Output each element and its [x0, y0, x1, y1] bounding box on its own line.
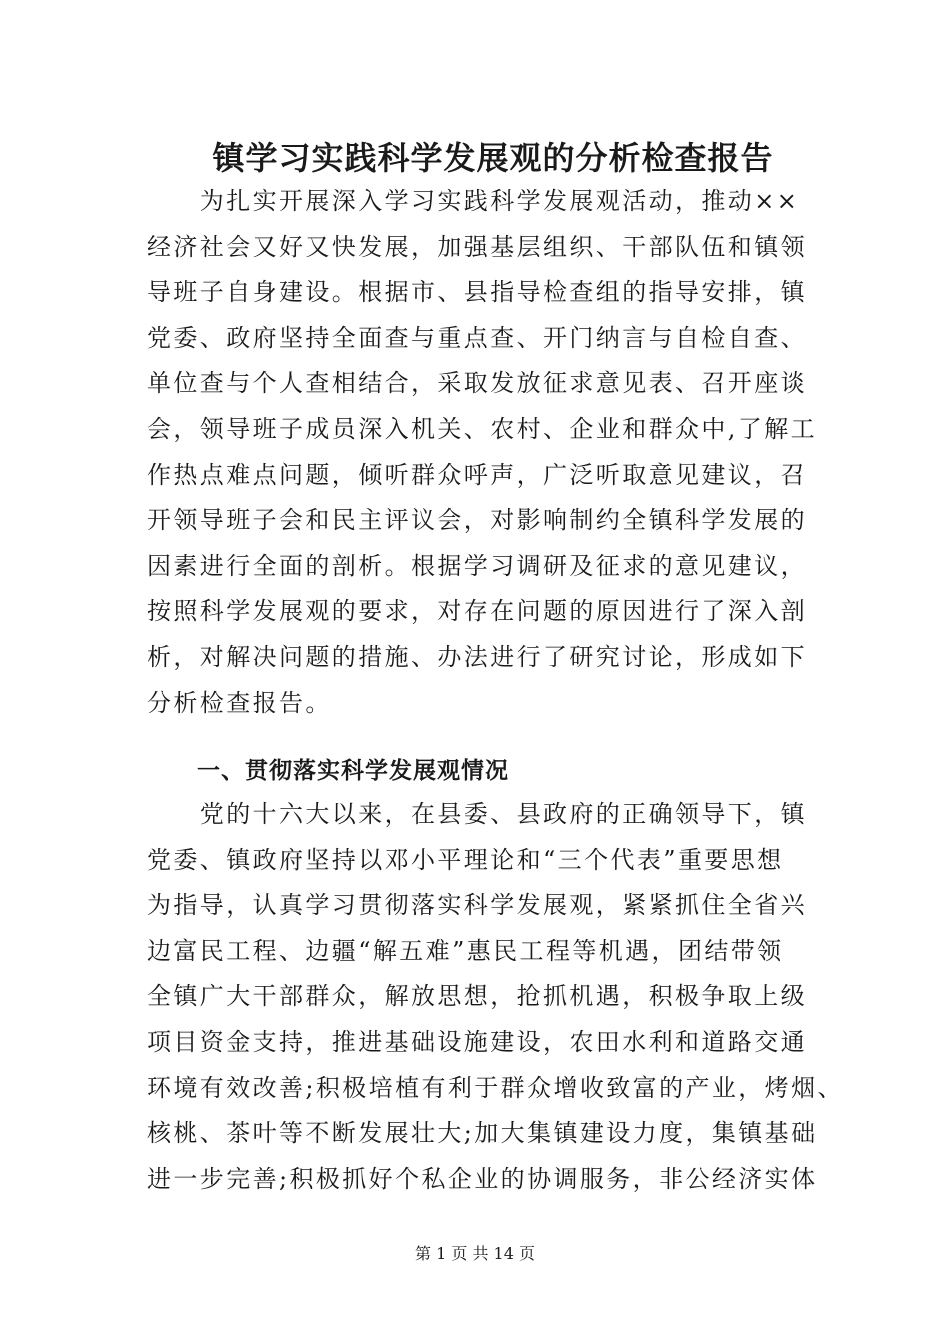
- text-line: 开领导班子会和民主评议会，对影响制约全镇科学发展的: [147, 506, 807, 535]
- text-line: 边富民工程、边疆“解五难”惠民工程等机遇，团结带领: [147, 936, 784, 965]
- text-line: 党委、政府坚持全面查与重点查、开门纳言与自检自查、: [147, 323, 807, 352]
- text-line: 为指导，认真学习贯彻落实科学发展观，紧紧抓住全省兴: [147, 891, 807, 920]
- text-line: 经济社会又好又快发展，加强基层组织、干部队伍和镇领: [147, 232, 807, 261]
- text-line: 环境有效改善;积极培植有利于群众增收致富的产业，烤烟、: [147, 1073, 844, 1102]
- section-heading: 一、贯彻落实科学发展观情况: [197, 758, 509, 784]
- text-line: 党的十六大以来，在县委、县政府的正确领导下，镇: [147, 800, 807, 828]
- text-line: 全镇广大干部群众，解放思想，抢抓机遇，积极争取上级: [147, 982, 807, 1011]
- text-line: 会，领导班子成员深入机关、农村、企业和群众中,了解工: [147, 414, 818, 443]
- text-line: 作热点难点问题，倾听群众呼声，广泛听取意见建议，召: [147, 460, 807, 489]
- text-line: 单位查与个人查相结合，采取发放征求意见表、召开座谈: [147, 369, 807, 398]
- text-line: 导班子自身建设。根据市、县指导检查组的指导安排，镇: [147, 278, 807, 307]
- text-line: 项目资金支持，推进基础设施建设，农田水利和道路交通: [147, 1027, 807, 1056]
- text-line: 按照科学发展观的要求，对存在问题的原因进行了深入剖: [147, 597, 807, 626]
- text-line: 分析检查报告。: [147, 688, 332, 717]
- text-line: 因素进行全面的剖析。根据学习调研及征求的意见建议，: [147, 551, 807, 580]
- page-footer: 第 1 页 共 14 页: [415, 1244, 535, 1263]
- text-line: 核桃、茶叶等不断发展壮大;加大集镇建设力度，集镇基础: [147, 1119, 818, 1148]
- paragraph-section1: [147, 792, 844, 1202]
- paragraph-intro: [147, 179, 837, 726]
- text-line: 党委、镇政府坚持以邓小平理论和“三个代表”重要思想: [147, 845, 784, 874]
- text-line: 进一步完善;积极抓好个私企业的协调服务，非公经济实体: [147, 1164, 818, 1193]
- document-title: 镇学习实践科学发展观的分析检查报告: [212, 139, 774, 177]
- text-line: 析，对解决问题的措施、办法进行了研究讨论，形成如下: [147, 642, 807, 671]
- text-line: 为扎实开展深入学习实践科学发展观活动，推动××: [147, 187, 800, 215]
